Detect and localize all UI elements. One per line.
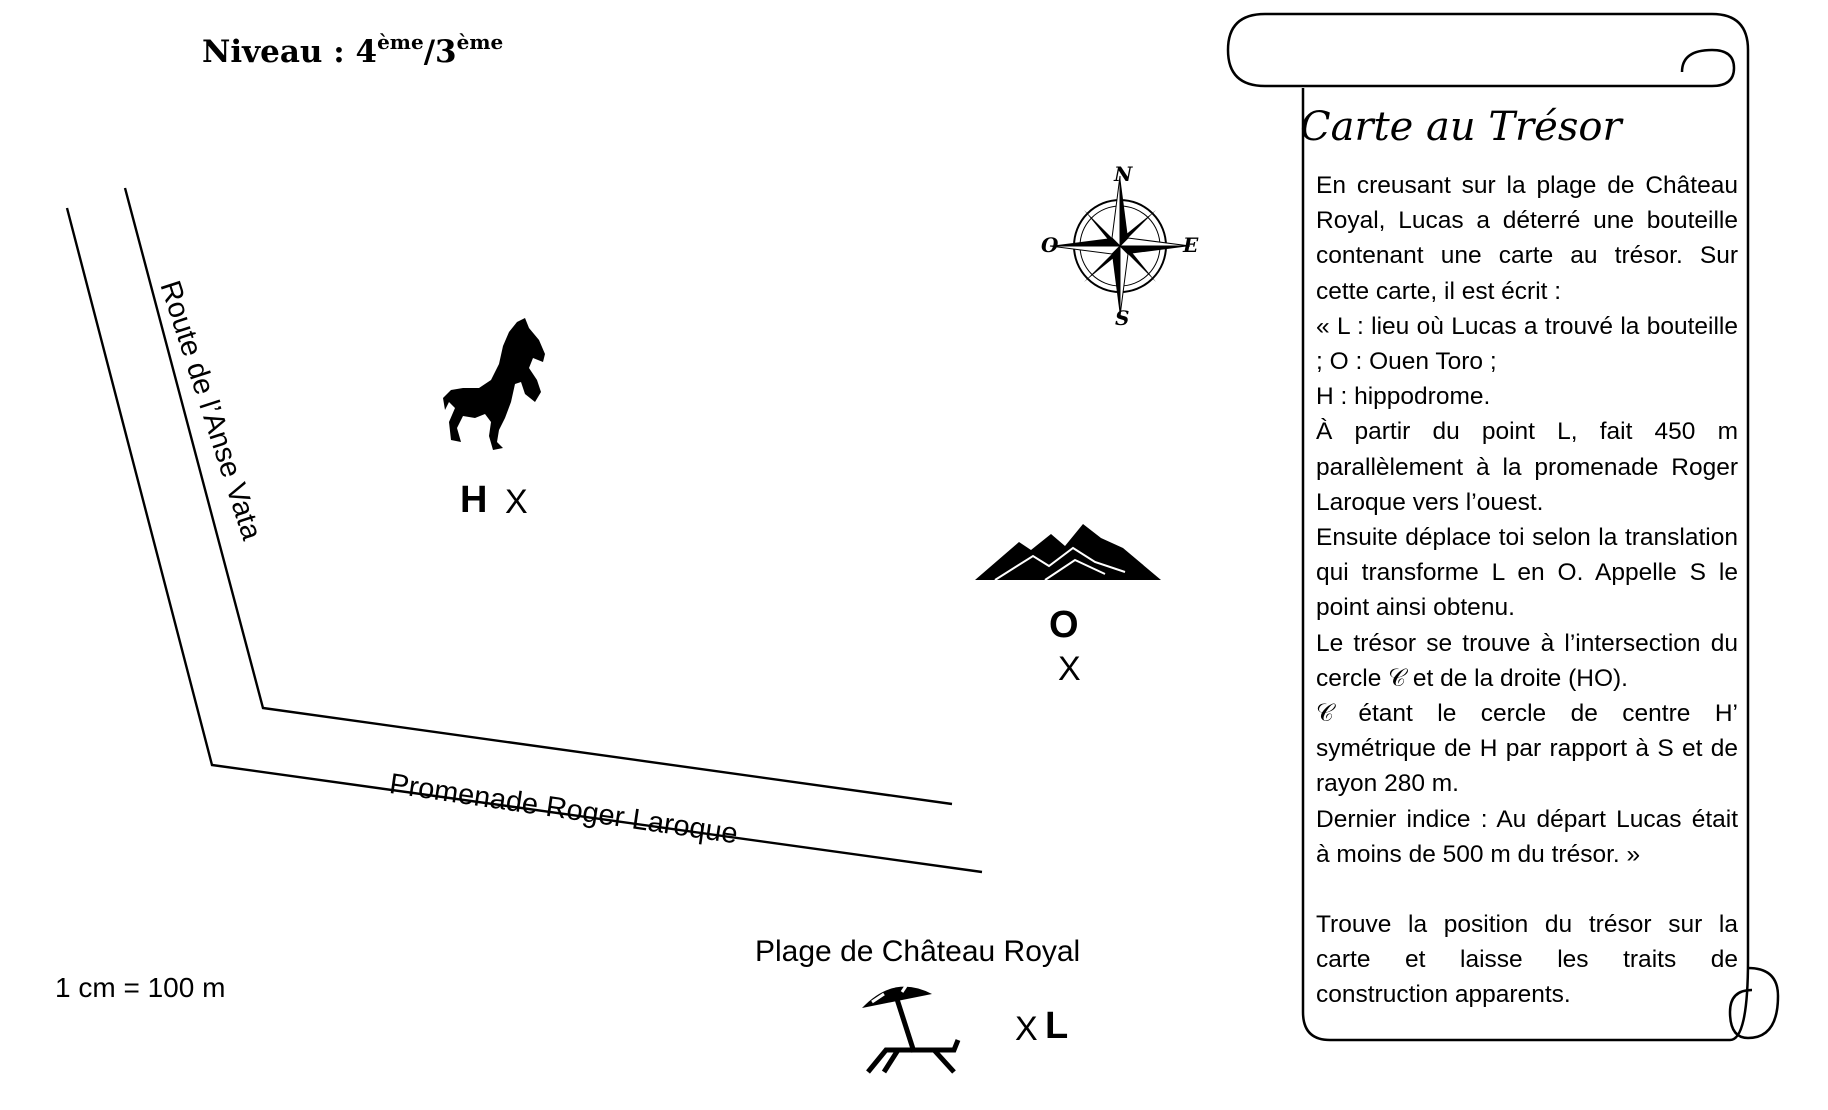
scroll-paragraph-8: Dernier indice : Au départ Lucas était à moins de 500 m du trésor. » [1316,805,1738,868]
point-h-mark: X [505,483,528,521]
mountain-icon [975,524,1161,580]
level-sep: /3 [423,34,457,70]
compass-rose-icon [1050,176,1190,316]
point-o-mark: X [1058,650,1081,688]
level-sup-2: ème [456,30,504,54]
compass-east: E [1183,233,1199,257]
compass-west: O [1041,233,1059,257]
road-route-label: Route de l’Anse Vata [153,276,268,544]
scroll-paragraph-9: Trouve la position du trésor sur la carte et laisse les traits de construction apparents. [1316,911,1738,1009]
level-heading [202,30,503,70]
scroll-paragraph-2: « L : lieu où Lucas a trouvé la bouteille ; O : Ouen Toro ; [1316,312,1738,376]
beach-umbrella-icon [862,986,958,1072]
beach-label: Plage de Château Royal [755,935,1081,968]
level-sup-1: ème [377,30,424,54]
horse-icon [443,318,545,450]
point-o-letter: O [1049,604,1079,646]
point-l-mark: X [1015,1010,1038,1048]
point-h-letter: H [460,479,488,521]
scroll-paragraph-1: En creusant sur la plage de Château Royal, Lucas a déterré une bouteille contenant une carte au trésor. Sur cette carte, il est écrit : [1316,172,1738,305]
road-route-lines [67,188,982,872]
scroll-text [1316,168,1738,1013]
scroll-paragraph-6: Le trésor se trouve à l’intersection du cercle 𝒞 et de la droite (HO). [1316,629,1738,692]
map-scale: 1 cm = 100 m [55,972,226,1003]
scroll-paragraph-4: À partir du point L, fait 450 m parallèlement à la promenade Roger Laroque vers l’ouest. [1316,418,1738,516]
scroll-title: Carte au Trésor [1300,104,1622,150]
compass-south: S [1115,306,1130,330]
point-l-letter: L [1045,1005,1069,1047]
scroll-paragraph-3: H : hippodrome. [1316,383,1491,411]
compass-north: N [1114,162,1133,186]
level-label: Niveau : 4 [202,34,378,70]
scroll-paragraph-5: Ensuite déplace toi selon la translation qui transforme L en O. Appelle S le point ainsi obtenu. [1316,524,1738,622]
scroll-spacer [1316,872,1738,907]
scroll-paragraph-7: 𝒞 étant le cercle de centre H’ symétrique de H par rapport à S et de rayon 280 m. [1316,700,1738,798]
road-promenade-label: Promenade Roger Laroque [387,768,740,851]
